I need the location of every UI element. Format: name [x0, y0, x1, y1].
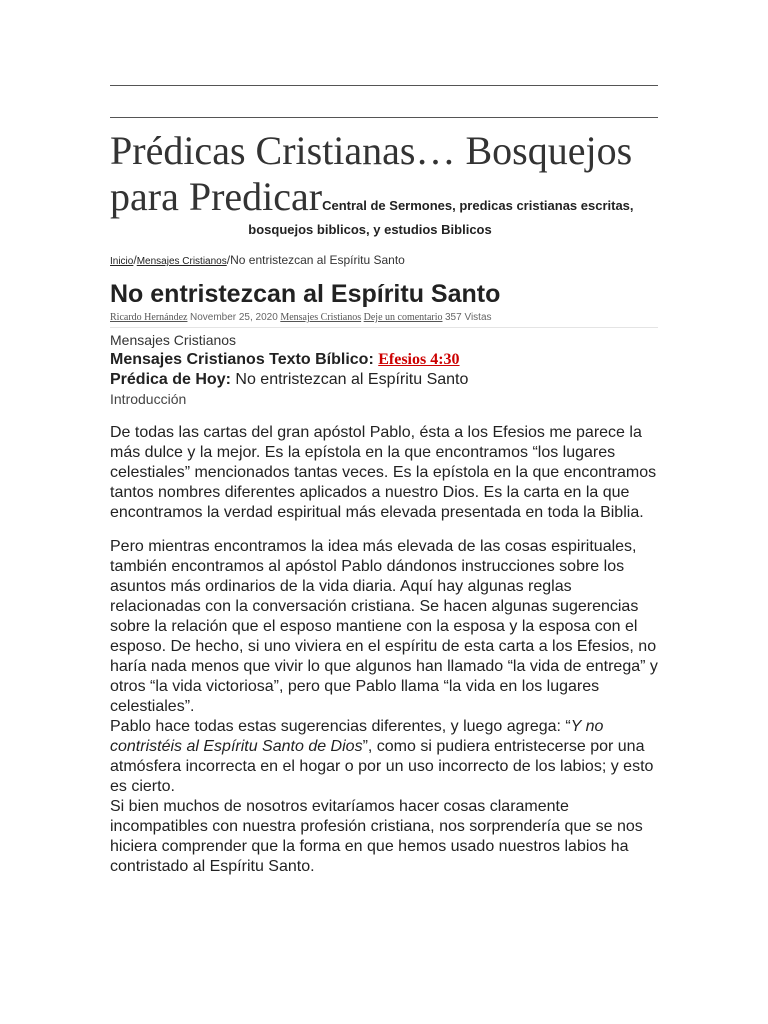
paragraph-4: Si bien muchos de nosotros evitaríamos hacer cosas claramente incompatibles con nuestra profesión cristiana, nos sorprendería que se nos hiciera comprender que la forma en que hemos usado nuestros labios ha contristado al Espíritu Santo.	[110, 798, 643, 875]
post-content	[110, 330, 660, 877]
breadcrumb-category-link[interactable]: Mensajes Cristianos	[136, 256, 227, 267]
paragraph-3-quote: Y no contristéis al Espíritu Santo de Dios	[110, 718, 604, 755]
category-link[interactable]: Mensajes Cristianos	[280, 312, 362, 323]
verse-link[interactable]: Efesios 4:30	[378, 351, 460, 368]
paragraph-3	[110, 717, 660, 797]
breadcrumb-separator: /	[226, 253, 231, 267]
breadcrumb-current: No entristezcan al Espíritu Santo	[230, 253, 405, 267]
paragraph-3-post: ”, como si pudiera entristecerse por una atmósfera incorrecta en el hogar o por un uso incorrecto de los labios; y esto es cierto.	[110, 738, 654, 795]
view-count: 357 Vistas	[445, 312, 492, 323]
category-label: Mensajes Cristianos	[110, 332, 237, 348]
paragraph-1: De todas las cartas del gran apóstol Pablo, ésta a los Efesios me parece la más dulce y la mejor. Es la epístola en la que encontramos “los lugares celestiales” mencionados tantas veces. Es la epístola en la que encontramos tantos nombres diferentes aplicados a nuestro Dios. Es la carta en la que encontramos la verdad espiritual más elevada presentada en toda la Biblia.	[110, 424, 657, 521]
comment-link[interactable]: Deje un comentario	[363, 312, 443, 323]
paragraph-3-pre: Pablo hace todas estas sugerencias diferentes, y luego agrega: “	[110, 718, 571, 735]
author-link[interactable]: Ricardo Hernández	[110, 312, 188, 323]
sermon-line	[110, 370, 660, 390]
bible-text-line	[110, 350, 660, 370]
site-header	[110, 128, 670, 237]
paragraph-2: Pero mientras encontramos la idea más elevada de las cosas espirituales, también encontramos al apóstol Pablo dándonos instrucciones sobre los asuntos más ordinarios de la vida diaria. Aquí hay algunas reglas relacionadas con la conversación cristiana. Se hacen algunas sugerencias sobre la relación que el esposo mantiene con la esposa y la esposa con el esposo. De hecho, si uno viviera en el espíritu de esta carta a los Efesios, no haría nada menos que vivir lo que algunos han llamado “la vida de entrega” y otros “la vida victoriosa”, pero que Pablo llama “la vida en los lugares celestiales”.	[110, 538, 658, 715]
bible-text-label: Mensajes Cristianos Texto Bíblico:	[110, 351, 374, 368]
post-date: November 25, 2020	[189, 312, 278, 323]
post-meta	[110, 312, 658, 328]
top-divider	[110, 85, 658, 86]
site-tagline: Central de Sermones, predicas cristianas escritas,	[322, 198, 634, 213]
top-divider-lower	[110, 117, 658, 118]
breadcrumb-separator: /	[133, 253, 137, 267]
site-tagline-line2: bosquejos biblicos, y estudios Biblicos	[248, 222, 492, 237]
post-title: No entristezcan al Espíritu Santo	[110, 280, 501, 308]
sermon-label: Prédica de Hoy:	[110, 371, 231, 388]
breadcrumb	[110, 253, 405, 267]
sermon-title: No entristezcan al Espíritu Santo	[235, 371, 469, 388]
intro-label: Introducción	[110, 391, 187, 407]
site-title-link[interactable]: Prédicas Cristianas… Bosquejos para Predicar	[110, 128, 633, 219]
breadcrumb-home-link[interactable]: Inicio	[110, 256, 134, 267]
